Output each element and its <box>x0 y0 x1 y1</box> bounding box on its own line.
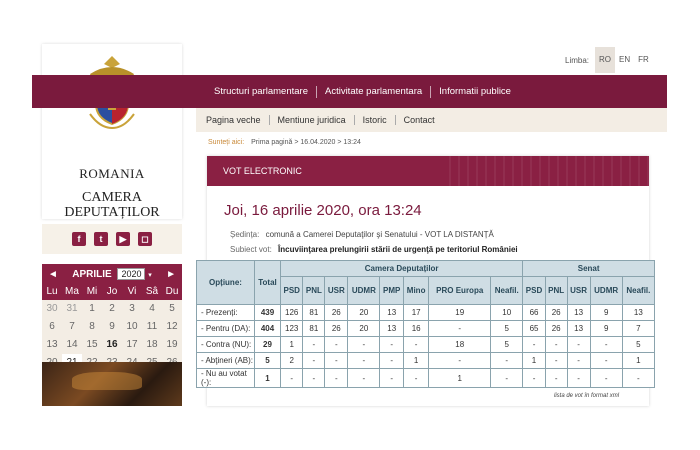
party-header-chamber: USR <box>325 277 348 305</box>
col-total: Total <box>255 261 281 305</box>
table-cell: - <box>545 353 567 369</box>
table-cell: - <box>380 337 404 353</box>
table-cell: 13 <box>380 305 404 321</box>
next-month-icon[interactable]: ► <box>166 268 176 280</box>
language-label: Limba: <box>565 55 590 65</box>
calendar-day[interactable]: 6 <box>49 321 55 332</box>
subject-line <box>230 245 518 254</box>
table-cell: 9 <box>590 321 622 337</box>
table-cell: - <box>303 337 325 353</box>
table-row <box>197 369 655 388</box>
table-cell: - <box>380 353 404 369</box>
col-option: Opțiune: <box>197 261 255 305</box>
table-cell: 2 <box>281 353 303 369</box>
instagram-icon[interactable]: ◻ <box>138 232 152 246</box>
calendar-day[interactable]: 31 <box>66 303 78 314</box>
nav-structuri[interactable]: Structuri parlamentare <box>214 86 308 97</box>
calendar-day[interactable]: 8 <box>89 321 95 332</box>
lang-ro[interactable]: RO <box>595 47 615 73</box>
table-cell: 1 <box>255 369 281 388</box>
table-cell: - <box>545 369 567 388</box>
table-cell: - <box>491 353 523 369</box>
breadcrumb-here-label: Sunteți aici: <box>208 139 245 146</box>
table-cell: 5 <box>491 321 523 337</box>
twitter-icon[interactable]: t <box>94 232 108 246</box>
calendar-day[interactable]: 10 <box>126 321 138 332</box>
weekday-label: Du <box>165 286 179 297</box>
party-header-chamber: Neafil. <box>491 277 523 305</box>
table-cell: 7 <box>622 321 654 337</box>
party-header-chamber: Mino <box>404 277 429 305</box>
table-cell: 10 <box>491 305 523 321</box>
subject-label: Subiect vot: <box>230 245 272 254</box>
party-header-senate: PNL <box>545 277 567 305</box>
party-header-senate: Neafil. <box>622 277 654 305</box>
calendar-year-select[interactable]: 2020 <box>117 268 145 280</box>
table-cell: - <box>281 369 303 388</box>
calendar-day[interactable]: 11 <box>146 321 158 332</box>
table-cell: - <box>567 337 590 353</box>
table-cell: - <box>303 353 325 369</box>
party-header-chamber: UDMR <box>348 277 380 305</box>
breadcrumb-path[interactable]: Prima pagină > 16.04.2020 > 13:24 <box>251 139 361 146</box>
party-header-chamber: PNL <box>303 277 325 305</box>
table-cell: 20 <box>348 305 380 321</box>
session-label: Ședința: <box>230 230 260 239</box>
table-cell: 26 <box>545 305 567 321</box>
nav-separator <box>316 86 317 98</box>
facebook-icon[interactable]: f <box>72 232 86 246</box>
table-cell: 26 <box>325 321 348 337</box>
calendar-day[interactable]: 19 <box>166 339 178 350</box>
calendar-day[interactable]: 30 <box>46 303 58 314</box>
table-cell: - <box>348 337 380 353</box>
table-cell: - <box>523 369 545 388</box>
party-header-senate: USR <box>567 277 590 305</box>
table-cell: - <box>429 353 491 369</box>
table-cell: 13 <box>567 305 590 321</box>
table-cell: - <box>590 353 622 369</box>
table-cell: - <box>404 337 429 353</box>
group-senate: Senat <box>523 261 655 277</box>
calendar-day[interactable]: 7 <box>69 321 75 332</box>
table-cell: 439 <box>255 305 281 321</box>
hall-photo[interactable] <box>42 362 182 406</box>
table-cell: 20 <box>348 321 380 337</box>
breadcrumb <box>208 139 361 146</box>
subnav-pagina-veche[interactable]: Pagina veche <box>206 115 261 125</box>
table-cell: - <box>348 369 380 388</box>
logo-box[interactable] <box>42 44 182 219</box>
weekday-label: Mi <box>86 286 98 297</box>
sub-nav <box>196 108 667 132</box>
table-cell: 17 <box>404 305 429 321</box>
table-cell: 66 <box>523 305 545 321</box>
party-header-chamber: PMP <box>380 277 404 305</box>
weekday-label: Jo <box>106 286 118 297</box>
table-cell: - Prezenți: <box>197 305 255 321</box>
table-cell: 126 <box>281 305 303 321</box>
table-cell: 16 <box>404 321 429 337</box>
youtube-icon[interactable]: ▶ <box>116 232 130 246</box>
table-cell: - Pentru (DA): <box>197 321 255 337</box>
table-cell: 81 <box>303 321 325 337</box>
table-cell: - <box>325 337 348 353</box>
table-cell: - <box>404 369 429 388</box>
calendar-day[interactable]: 16 <box>106 339 118 350</box>
party-header-senate: PSD <box>523 277 545 305</box>
institution-title: CAMERA DEPUTAȚILOR <box>64 190 160 220</box>
table-cell: - Contra (NU): <box>197 337 255 353</box>
calendar-day[interactable]: 2 <box>109 303 115 314</box>
table-cell: - <box>545 337 567 353</box>
subnav-separator <box>354 115 355 125</box>
table-row <box>197 305 655 321</box>
calendar-day[interactable]: 18 <box>146 339 158 350</box>
table-cell: - <box>567 353 590 369</box>
subnav-separator <box>269 115 270 125</box>
session-line <box>230 230 494 239</box>
nav-activitate[interactable]: Activitate parlamentara <box>324 86 423 97</box>
table-cell: 13 <box>380 321 404 337</box>
subnav-mentiune[interactable]: Mentiune juridica <box>277 115 346 125</box>
prev-month-icon[interactable]: ◄ <box>48 268 58 280</box>
table-row <box>197 353 655 369</box>
xml-link[interactable]: lista de vot în format xml <box>554 393 620 399</box>
table-cell: 26 <box>325 305 348 321</box>
calendar-day[interactable]: 15 <box>86 339 98 350</box>
calendar-day[interactable]: 12 <box>166 321 178 332</box>
calendar-day[interactable]: 14 <box>66 339 78 350</box>
table-cell: 1 <box>622 353 654 369</box>
calendar-day[interactable]: 1 <box>89 303 95 314</box>
nav-informatii[interactable]: Informatii publice <box>439 86 511 97</box>
subnav-contact[interactable]: Contact <box>403 115 435 125</box>
table-cell: 123 <box>281 321 303 337</box>
table-cell: 1 <box>281 337 303 353</box>
table-cell: - Nu au votat (-): <box>197 369 255 388</box>
lang-en[interactable]: EN <box>619 55 631 64</box>
calendar-day[interactable]: 4 <box>149 303 155 314</box>
party-header-chamber: PRO Europa <box>429 277 491 305</box>
vote-date: Joi, 16 aprilie 2020, ora 13:24 <box>224 202 422 219</box>
table-cell: - Abţineri (AB): <box>197 353 255 369</box>
table-cell: - <box>590 337 622 353</box>
calendar-month: APRILIE <box>72 268 112 280</box>
calendar-day[interactable]: 17 <box>126 339 138 350</box>
table-cell: - <box>325 353 348 369</box>
weekday-label: Lu <box>46 286 58 297</box>
calendar-day[interactable]: 13 <box>46 339 58 350</box>
group-chamber: Camera Deputaților <box>281 261 523 277</box>
weekday-label: Sâ <box>145 286 159 297</box>
weekday-label: Ma <box>65 286 79 297</box>
table-cell: - <box>348 353 380 369</box>
table-cell: 1 <box>404 353 429 369</box>
table-cell: 5 <box>622 337 654 353</box>
language-selector <box>565 47 653 73</box>
table-cell: 13 <box>622 305 654 321</box>
weekday-label: Vi <box>127 286 137 297</box>
table-cell: 19 <box>429 305 491 321</box>
results-table <box>196 260 655 388</box>
calendar-day[interactable]: 9 <box>109 321 115 332</box>
country-title: ROMANIA <box>79 166 145 181</box>
table-cell: 5 <box>255 353 281 369</box>
calendar-day[interactable]: 3 <box>129 303 135 314</box>
table-row <box>197 321 655 337</box>
table-cell: 26 <box>545 321 567 337</box>
party-header-senate: UDMR <box>590 277 622 305</box>
subject-value: Încuviinţarea prelungirii stării de urgenţă pe teritoriul României <box>278 245 518 254</box>
main-nav <box>214 75 511 108</box>
table-row <box>197 337 655 353</box>
table-cell: 5 <box>491 337 523 353</box>
table-cell: - <box>590 369 622 388</box>
table-cell: - <box>303 369 325 388</box>
table-cell: - <box>380 369 404 388</box>
table-cell: 1 <box>523 353 545 369</box>
social-links <box>42 224 182 254</box>
chevron-down-icon[interactable]: ▾ <box>148 271 152 279</box>
subnav-istoric[interactable]: Istoric <box>362 115 387 125</box>
nav-separator <box>430 86 431 98</box>
table-cell: 404 <box>255 321 281 337</box>
table-cell: - <box>622 369 654 388</box>
table-cell: 13 <box>567 321 590 337</box>
table-cell: 18 <box>429 337 491 353</box>
table-cell: - <box>325 369 348 388</box>
card-title: VOT ELECTRONIC <box>207 156 649 186</box>
party-header-chamber: PSD <box>281 277 303 305</box>
table-cell: - <box>523 337 545 353</box>
calendar-header <box>42 264 182 284</box>
table-cell: - <box>491 369 523 388</box>
session-value: comună a Camerei Deputaţilor şi Senatului - VOT LA DISTANȚĂ <box>265 230 494 239</box>
lang-fr[interactable]: FR <box>638 55 649 64</box>
subnav-separator <box>395 115 396 125</box>
calendar-weekdays <box>42 284 182 300</box>
table-cell: 1 <box>429 369 491 388</box>
table-cell: 29 <box>255 337 281 353</box>
table-cell: 65 <box>523 321 545 337</box>
calendar-day[interactable]: 5 <box>169 303 175 314</box>
table-cell: - <box>429 321 491 337</box>
table-cell: 9 <box>590 305 622 321</box>
table-cell: 81 <box>303 305 325 321</box>
table-cell: - <box>567 369 590 388</box>
